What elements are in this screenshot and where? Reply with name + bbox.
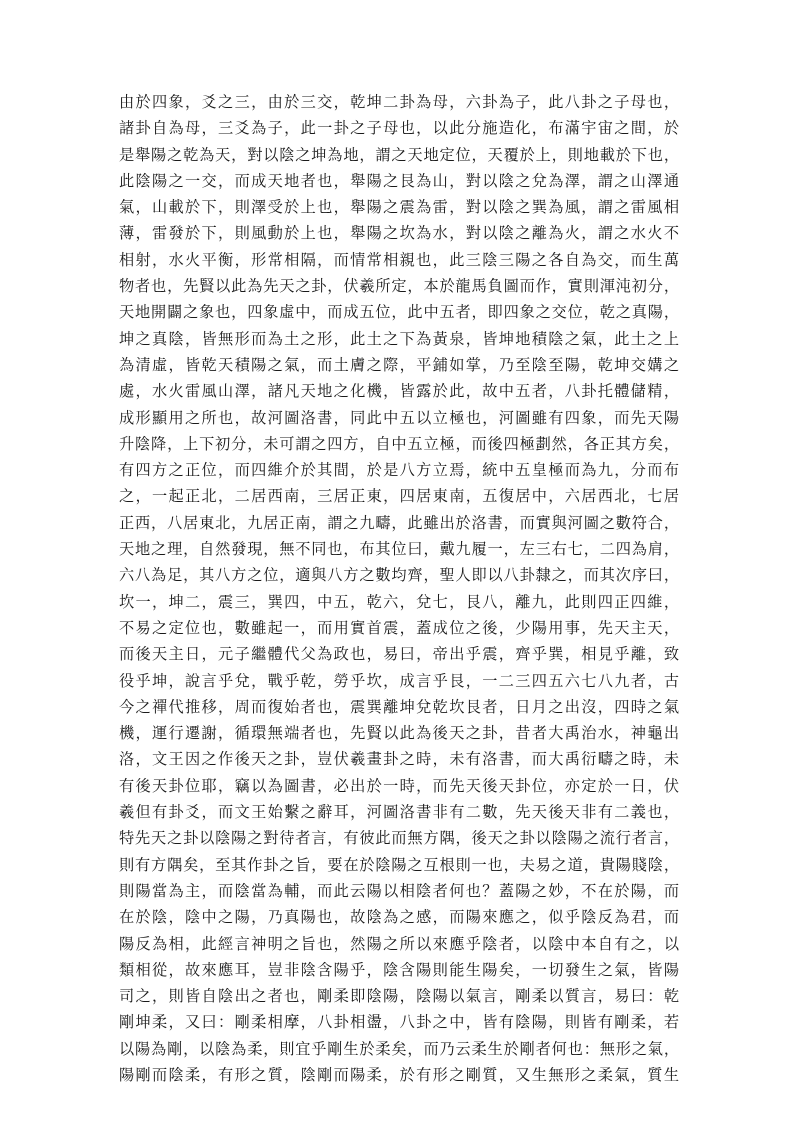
text-line: 今之禪代推移，周而復始者也，震巽離坤兌乾坎艮者，日月之出沒，四時之氣 (119, 697, 679, 716)
text-line: 司之，則皆自陰出之者也，剛柔即陰陽，陰陽以氣言，剛柔以質言，易曰：乾 (119, 987, 679, 1006)
text-line: 有四方之正位，而四維介於其間，於是八方立焉，統中五皇極而為九，分而布 (119, 461, 679, 480)
text-line: 陽剛而陰柔，有形之質，陰剛而陽柔，於有形之剛質，又生無形之柔氣，質生 (119, 1065, 679, 1084)
text-line: 在於陰，陰中之陽，乃真陽也，故陰為之感，而陽來應之，似乎陰反為君，而 (119, 908, 679, 927)
text-line: 由於四象，爻之三，由於三交，乾坤二卦為母，六卦為子，此八卦之子母也， (119, 93, 679, 111)
body-text (119, 89, 679, 1088)
text-line: 而後天主日，元子繼體代父為政也，易曰，帝出乎震，齊乎巽，相見乎離，致 (119, 645, 679, 664)
text-line: 是舉陽之乾為天，對以陰之坤為地，謂之天地定位，天覆於上，則地載於下也， (119, 145, 679, 164)
text-line: 氣，山載於下，則澤受於上也，舉陽之震為雷，對以陰之巽為風，謂之雷風相 (119, 198, 679, 217)
text-line: 處，水火雷風山澤，諸凡天地之化機，皆露於此，故中五者，八卦托體儲精， (119, 382, 679, 401)
text-line: 薄，雷發於下，則風動於上也，舉陽之坎為水，對以陰之離為火，謂之水火不 (119, 224, 679, 243)
text-line: 坤之真陰，皆無形而為土之形，此土之下為黃泉，皆坤地積陰之氣，此土之上 (119, 329, 679, 348)
text-line: 物者也，先賢以此為先天之卦，伏羲所定，本於龍馬負圖而作，實則渾沌初分， (119, 277, 679, 296)
text-line: 為清虛，皆乾天積陽之氣，而土膚之際，平鋪如掌，乃至陰至陽，乾坤交媾之 (119, 355, 679, 374)
text-line: 類相從，故來應耳，豈非陰含陽乎，陰含陽則能生陽矣，一切發生之氣，皆陽 (119, 960, 679, 979)
text-line: 有後天卦位耶，竊以為圖書，必出於一時，而先天後天卦位，亦定於一日，伏 (119, 776, 679, 795)
text-line: 成形顯用之所也，故河圖洛書，同此中五以立極也，河圖雖有四象，而先天陽 (119, 408, 679, 427)
text-line: 則有方隅矣，至其作卦之旨，要在於陰陽之互根則一也，夫易之道，貴陽賤陰， (119, 855, 679, 874)
text-line: 以陽為剛，以陰為柔，則宜乎剛生於柔矣，而乃云柔生於剛者何也：無形之氣， (119, 1039, 679, 1058)
text-line: 此陰陽之一交，而成天地者也，舉陽之艮為山，對以陰之兌為澤，謂之山澤通 (119, 171, 679, 190)
text-line: 正西，八居東北，九居正南，謂之九疇，此雖出於洛書，而實與河圖之數符合， (119, 513, 679, 532)
text-line: 天地開闢之象也，四象虛中，而成五位，此中五者，即四象之交位，乾之真陽， (119, 303, 679, 322)
text-line: 天地之理，自然發現，無不同也，布其位曰，戴九履一，左三右七，二四為肩， (119, 540, 679, 559)
text-line: 洛，文王因之作後天之卦，豈伏羲畫卦之時，未有洛書，而大禹衍疇之時，未 (119, 750, 679, 769)
text-line: 不易之定位也，數雖起一，而用實首震，蓋成位之後，少陽用事，先天主天， (119, 618, 679, 637)
text-line: 機，運行遷謝，循環無端者也，先賢以此為後天之卦，昔者大禹治水，神龜出 (119, 724, 679, 743)
text-line: 則陽當為主，而陰當為輔，而此云陽以相陰者何也？蓋陽之妙，不在於陽，而 (119, 881, 679, 900)
text-line: 諸卦自為母，三爻為子，此一卦之子母也，以此分施造化，布滿宇宙之間，於 (119, 119, 679, 138)
text-line: 六八為足，其八方之位，適與八方之數均齊，聖人即以八卦隸之，而其次序曰， (119, 566, 679, 585)
text-line: 坎一，坤二，震三，巽四，中五，乾六，兌七，艮八，離九，此則四正四維， (119, 592, 679, 611)
text-line: 剛坤柔，又曰：剛柔相摩，八卦相盪，八卦之中，皆有陰陽，則皆有剛柔，若 (119, 1013, 679, 1032)
text-line: 役乎坤，說言乎兌，戰乎乾，勞乎坎，成言乎艮，一二三四五六七八九者，古 (119, 671, 679, 690)
text-line: 之，一起正北，二居西南，三居正東，四居東南，五復居中，六居西北，七居 (119, 487, 679, 506)
text-line: 陽反為相，此經言神明之旨也，然陽之所以來應乎陰者，以陰中本自有之，以 (119, 934, 679, 953)
text-line: 相射，水火平衡，形常相隔，而情常相親也，此三陰三陽之各自為交，而生萬 (119, 250, 679, 269)
text-line: 特先天之卦以陰陽之對待者言，有彼此而無方隅，後天之卦以陰陽之流行者言， (119, 829, 679, 848)
text-line: 升陰降，上下初分，未可謂之四方，自中五立極，而後四極劃然，各正其方矣， (119, 434, 679, 453)
text-line: 羲但有卦爻，而文王始繫之辭耳，河圖洛書非有二數，先天後天非有二義也， (119, 803, 679, 822)
